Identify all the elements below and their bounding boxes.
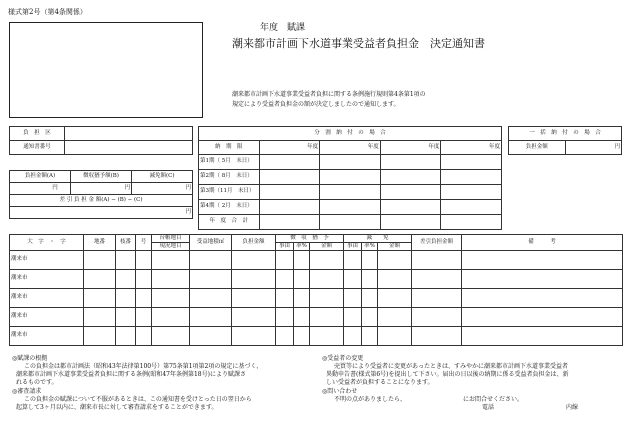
- col-deferral-amount: 金額: [310, 243, 344, 251]
- col-current-status: 現況地目: [152, 243, 190, 251]
- yen-unit: 円: [185, 184, 191, 191]
- change-text-3: しい受益者が負担することになります。: [326, 379, 434, 386]
- col-deferral: 徴 収 猶 予: [276, 235, 344, 243]
- table-row: [10, 289, 623, 308]
- appeal-text-2: 起算して3ヶ月以内に、潮来市長に対して審査請求をすることができます。: [16, 404, 218, 411]
- notice-line-1: 潮来都市計画下水道事業受益者負担に関する条例施行規則第4条第1項の: [232, 91, 426, 98]
- period-row-3: 第3期（11月 末日）: [199, 185, 260, 200]
- col-exemption-amount: 金額: [378, 243, 412, 251]
- yen-unit: 円: [185, 208, 191, 215]
- fy-col-4: 年度: [441, 141, 502, 155]
- objection-text-2: 潮来都市計画下水道事業受益者負担に関する条例(昭和47年条例第18号)により賦課さ: [16, 371, 246, 378]
- row-address: 潮来市: [10, 308, 84, 327]
- ext-label: 内線: [566, 404, 579, 411]
- col-lot-no: 地番: [84, 235, 116, 251]
- objection-text-1: この負担金は都市計画法（昭和43年法律第100号）第75条第1項第2項の規定に基づく、: [24, 363, 263, 370]
- appeal-text-1: この負担金の賦課について不服があるときは、この通知書を受けとった日の翌日から: [24, 396, 252, 403]
- col-address: 大 字 ・ 字: [10, 235, 84, 251]
- appeal-title: ◎審査請求: [12, 388, 42, 395]
- col-deferral-rate: 率%: [294, 243, 310, 251]
- form-number: 様式第2号（第4条関係）: [8, 8, 87, 16]
- change-text-2: 異動申告書(様式第6号)を提出して下さい。届出の日以後の納期に係る受益者負担金は、新: [326, 371, 569, 378]
- deferral-amount-value[interactable]: [71, 183, 132, 195]
- yen-unit: 円: [614, 143, 620, 150]
- col-ledger-status: 台帳地目: [152, 235, 190, 243]
- installment-table: [198, 126, 502, 230]
- phone-label: 電話: [482, 404, 495, 411]
- charge-amount-value[interactable]: [10, 183, 71, 195]
- diff-label: 差 引 負 担 金 額(A) − (B) − (C): [10, 195, 193, 207]
- col-go: 号: [136, 235, 152, 251]
- col-branch: 枝番: [116, 235, 136, 251]
- col-exemption-reason: 事由: [344, 243, 362, 251]
- address-window: [9, 22, 203, 118]
- yen-unit: 円: [52, 184, 58, 191]
- lump-title: 一 括 納 付 の 場 合: [509, 127, 622, 141]
- lump-amount-value[interactable]: [565, 141, 622, 155]
- table-row: [10, 270, 623, 289]
- objection-title: ◎賦課の根拠: [12, 355, 48, 362]
- table-row: [10, 308, 623, 327]
- year-line: 年度 賦課: [260, 23, 306, 33]
- col-remarks: 備 考: [462, 235, 623, 251]
- col-exemption-rate: 率%: [362, 243, 378, 251]
- contact-text: 不明の点がありましたら、 にお問合せください。: [334, 396, 524, 403]
- page-title: 潮来都市計画下水道事業受益者負担金 決定通知書: [232, 37, 485, 50]
- contact-title: ◎問い合わせ: [322, 388, 358, 395]
- table-row: [10, 327, 623, 346]
- objection-text-3: れるものです。: [16, 379, 58, 386]
- row-address: 潮来市: [10, 270, 84, 289]
- row-address: 潮来市: [10, 327, 84, 346]
- period-row-1: 第1期（ 5月 末日）: [199, 155, 260, 170]
- col-deferral-reason: 事由: [276, 243, 294, 251]
- lump-sum-table: [508, 126, 622, 155]
- fy-col-3: 年度: [380, 141, 441, 155]
- col-net: 差引負担金額: [412, 235, 462, 251]
- deferral-amount-label: 徴収猶予額(B): [71, 171, 132, 183]
- fy-col-1: 年度: [259, 141, 320, 155]
- district-label: 負 担 区: [10, 127, 65, 141]
- land-table: [9, 234, 623, 346]
- district-value[interactable]: [65, 127, 193, 141]
- row-address: 潮来市: [10, 251, 84, 270]
- diff-value[interactable]: [10, 207, 193, 219]
- col-charge: 負担金額: [232, 235, 276, 251]
- notice-no-value[interactable]: [65, 141, 193, 155]
- period-row-4: 第4期（ 2月 末日）: [199, 200, 260, 215]
- exemption-amount-label: 減免額(C): [132, 171, 193, 183]
- notice-no-label: 通知書番号: [10, 141, 65, 155]
- installment-title: 分 割 納 付 の 場 合: [199, 127, 502, 141]
- fy-col-2: 年度: [320, 141, 381, 155]
- amount-table: [9, 170, 193, 219]
- yen-unit: 円: [124, 184, 130, 191]
- col-area: 受益地積㎡: [190, 235, 232, 251]
- notice-line-2: 規定により受益者負担金の額が決定しましたので通知します。: [232, 101, 400, 108]
- period-row-2: 第2期（ 8月 末日）: [199, 170, 260, 185]
- col-exemption: 減 免: [344, 235, 412, 243]
- charge-amount-label: 負担金額(A): [10, 171, 71, 183]
- change-text-1: 売買等により受益者に変更があったときは、すみやかに潮来都市計画下水道事業受益者: [334, 363, 568, 370]
- change-title: ◎受益者の変更: [322, 355, 364, 362]
- fy-total-label: 年 度 合 計: [199, 215, 260, 230]
- exemption-amount-value[interactable]: [132, 183, 193, 195]
- row-address: 潮来市: [10, 289, 84, 308]
- period-label: 納 期 限: [199, 141, 260, 155]
- district-table: [9, 126, 193, 155]
- lump-amount-label: 負担金額: [509, 141, 566, 155]
- table-row: [10, 251, 623, 270]
